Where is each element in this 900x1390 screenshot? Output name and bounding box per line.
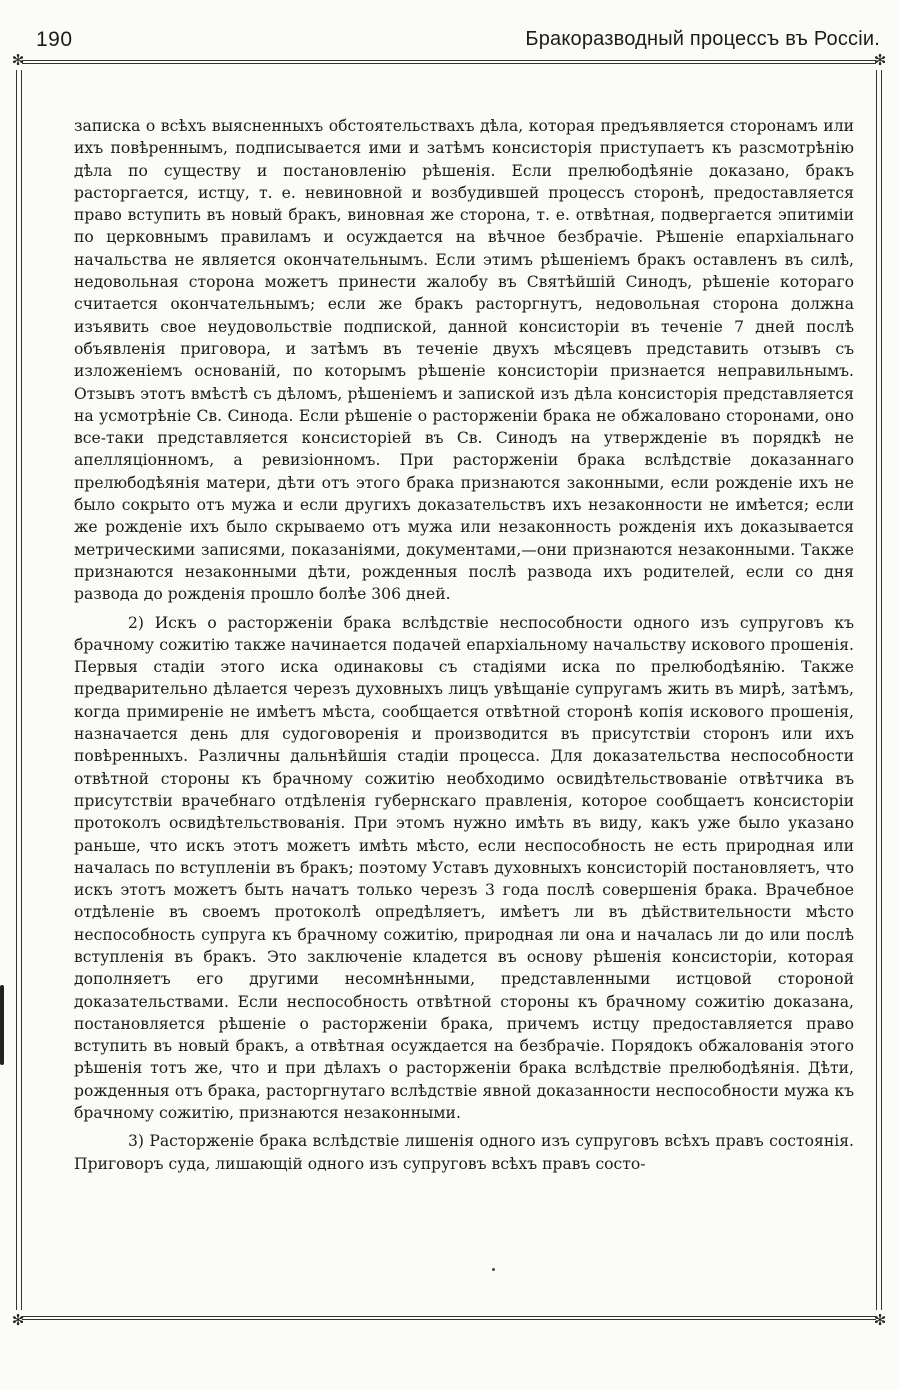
left-border-rule [16,70,22,1310]
right-border-rule [876,70,882,1310]
corner-ornament-icon: ✻ [873,51,887,69]
paragraph-continuation: записка о всѣхъ выясненныхъ обстоятельствахъ дѣла, которая предъявляется сторонамъ или ихъ повѣреннымъ, подписывается ими и затѣмъ консисторія приступаетъ къ разсмотрѣнію дѣла по существу и постановленію рѣшенія. Если прелюбодѣяніе доказано, бракъ расторгается, истцу, т. е. невиновной и возбудившей процессъ сторонѣ, предоставляется право вступить въ новый бракъ, виновная же сторона, т. е. отвѣтная, подвергается эпитиміи по церковнымъ правиламъ и осуждается на вѣчное безбрачіе. Рѣшеніе епархіальнаго начальства не является окончательнымъ. Если этимъ рѣшеніемъ бракъ оставленъ въ силѣ, недовольная сторона можетъ принести жалобу въ Святѣйшій Синодъ, рѣшеніе котораго считается окончательнымъ; если же бракъ расторгнутъ, недовольная сторона должна изъявить свое неудовольствіе подпиской, данной консисторіи въ теченіе 7 дней послѣ объявленія приговора, и затѣмъ въ теченіе двухъ мѣсяцевъ представить отзывъ съ изложеніемъ основаній, по которымъ рѣшеніе консисторіи признается неправильнымъ. Отзывъ этотъ вмѣстѣ съ дѣломъ, рѣшеніемъ и запиской изъ дѣла консисторія представляется на усмотрѣніе Св. Синода. Если рѣшеніе о расторженіи брака не обжаловано сторонами, оно все-таки представляется консисторіей въ Св. Синодъ на утвержденіе въ порядкѣ не апелляціонномъ, а ревизіонномъ. При расторженіи брака вслѣдствіе доказаннаго прелюбодѣянія матери, дѣти отъ этого брака признаются законными, если рожденіе ихъ не было сокрыто отъ мужа и если другихъ доказательствъ ихъ незаконности не имѣется; если же рожденіе ихъ было скрываемо отъ мужа или незаконность рожденія ихъ доказывается метрическими записями, показаніями, документами,—они признаются незаконными. Также признаются незаконными дѣти, рожденныя послѣ развода ихъ родителей, если со дня развода до рожденія прошло болѣе 306 дней. [74,117,854,604]
paragraph-section-2: 2) Искъ о расторженіи брака вслѣдствіе неспособности одного изъ супруговъ къ брачному сожитію также начинается подачей епархіальному начальству искового прошенія. Первыя стадіи этого иска одинаковы съ стадіями иска по прелюбодѣянію. Также предварительно дѣлается черезъ духовныхъ лицъ увѣщаніе супругамъ жить въ мирѣ, затѣмъ, когда примиреніе не имѣетъ мѣста, сообщается отвѣтной сторонѣ копія искового прошенія, назначается день для судоговоренія и производится въ присутствіи сторонъ или ихъ повѣренныхъ. Различны дальнѣйшія стадіи процесса. Для доказательства неспособности отвѣтной стороны къ брачному сожитію необходимо освидѣтельствованіе отвѣтчика въ присутствіи врачебнаго отдѣленія губернскаго правленія, которое сообщаетъ консисторіи протоколъ освидѣтельствованія. При этомъ нужно имѣть въ виду, какъ уже было указано раньше, что искъ этотъ можетъ имѣть мѣсто, если неспособность не есть природная или началась по вступленіи въ бракъ; поэтому Уставъ духовныхъ консисторій постановляетъ, что искъ этотъ можетъ быть начатъ только черезъ 3 года послѣ совершенія брака. Врачебное отдѣленіе въ своемъ протоколѣ опредѣляетъ, имѣетъ ли въ дѣйствительности мѣсто неспособность супруга къ брачному сожитію, природная ли она и началась ли до или послѣ вступленія въ бракъ. Это заключеніе кладется въ основу рѣшенія консисторіи, которая дополняетъ его другими несомнѣнными, представленными истцовой стороной доказательствами. Если неспособность отвѣтной стороны къ брачному сожитію доказана, постановляется рѣшеніе о расторженіи брака, причемъ истцу предоставляется право вступить въ новый бракъ, а отвѣтная осуждается на безбрачіе. Порядокъ обжалованія этого рѣшенія тотъ же, что и при дѣлахъ о расторженіи брака вслѣдствіе прелюбодѣянія. Дѣти, рожденныя отъ брака, расторгнутаго вслѣдствіе явной доказанности неспособности мужа къ брачному сожитію, признаются незаконными. [74,613,854,1123]
corner-ornament-icon: ✻ [11,51,25,69]
body-text [74,115,854,1181]
page-header [0,28,900,58]
corner-ornament-icon: ✻ [11,1311,25,1329]
print-speck [492,1268,495,1271]
page-number: 190 [36,28,73,51]
paragraph-section-3: 3) Расторженіе брака вслѣдствіе лишенія одного изъ супруговъ всѣхъ правъ состоянія. Приговоръ суда, лишающій одного изъ супруговъ всѣхъ правъ состо- [74,1132,854,1173]
corner-ornament-icon: ✻ [873,1311,887,1329]
scan-edge-mark [0,985,4,1065]
top-border-rule [22,60,876,64]
running-title: Бракоразводный процессъ въ Россіи. [525,28,880,50]
bottom-border-rule [22,1316,876,1320]
